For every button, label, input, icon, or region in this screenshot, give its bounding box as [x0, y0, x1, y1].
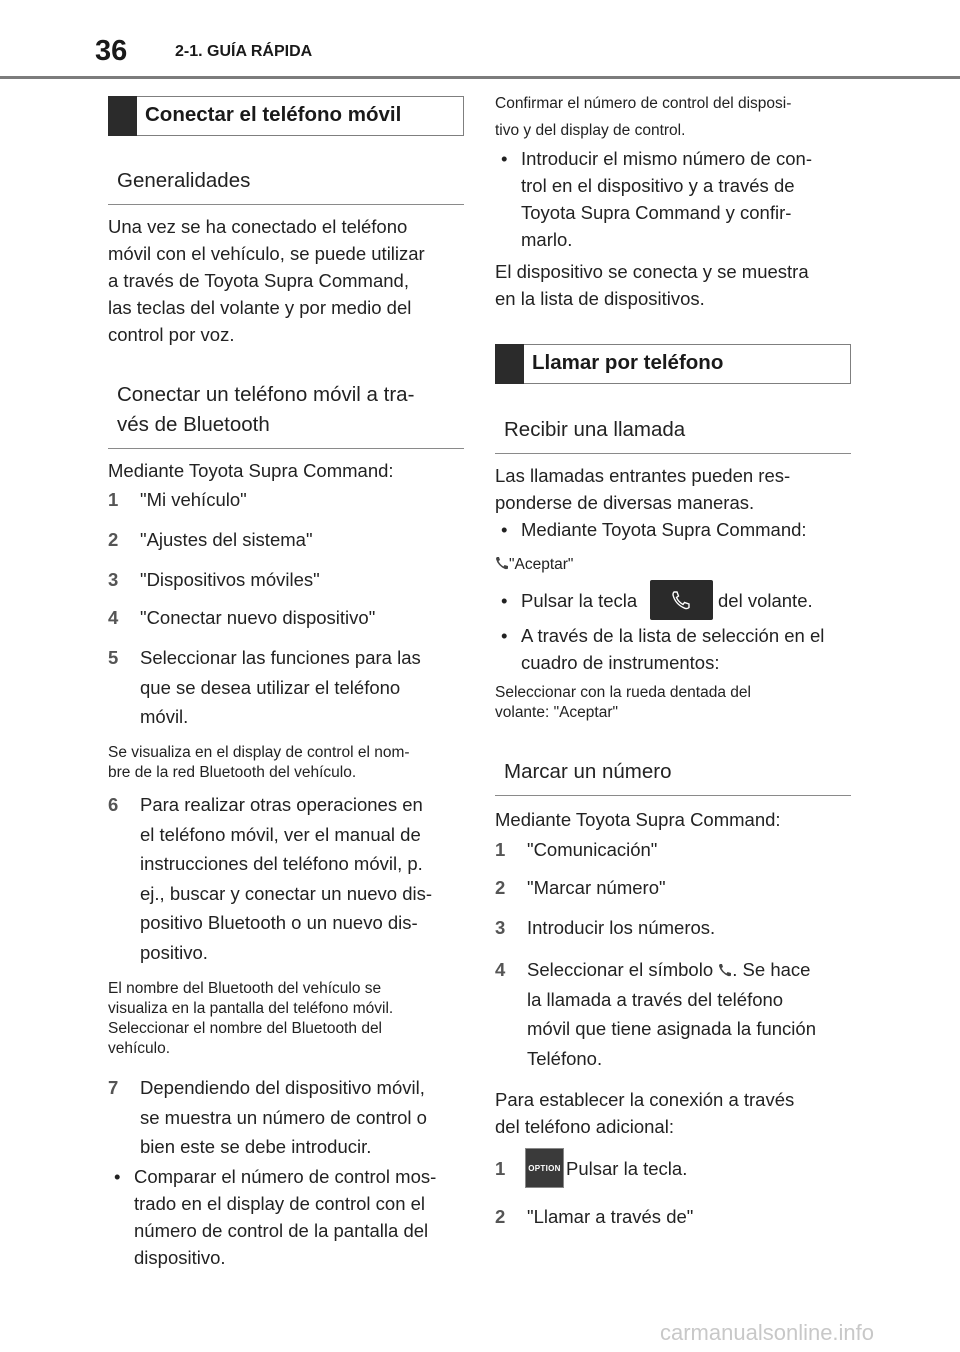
bullet-selection-list: • A través de la lista de selección en el cuadro de instrumentos: — [501, 625, 825, 673]
bullet-press-key: • Pulsar la tecla del volante. — [501, 590, 813, 611]
paragraph-incoming: Las llamadas entrantes pueden res- ponderse de diversas maneras. — [495, 465, 791, 513]
section-box-conectar — [108, 96, 464, 136]
note-bluetooth-name: El nombre del Bluetooth del vehículo se visualiza en la pantalla del teléfono móvil. Seleccionar el nombre del Bluetooth del vehículo. — [108, 980, 394, 1057]
subheading-bluetooth: Conectar un teléfono móvil a tra- vés de Bluetooth — [108, 380, 464, 449]
step-5: 5 Seleccionar las funciones para las que se desea utilizar el teléfono móvil. — [108, 647, 421, 727]
step-6: 6 Para realizar otras operaciones en el teléfono móvil, ver el manual de instrucciones del teléfono móvil, p. ej., buscar y conectar un nuevo dis- positivo Bluetooth o un nuevo dis- positivo. — [108, 794, 433, 963]
paragraph-additional-phone: Para establecer la conexión a través del teléfono adicional: — [495, 1089, 795, 1137]
header-rule — [0, 76, 960, 79]
dial-step-4: 4 Seleccionar el símbolo . Se hace la llamada a través del teléfono móvil que tiene asignada la función Teléfono. — [495, 959, 816, 1069]
bullet-command: • Mediante Toyota Supra Command: — [501, 519, 807, 540]
phone-icon — [671, 590, 691, 610]
subheading-generalidades: Generalidades — [108, 166, 464, 205]
section-marker — [495, 344, 524, 384]
chapter-title: 2-1. GUÍA RÁPIDA — [175, 43, 313, 60]
bullet-introduce: • Introducir el mismo número de con- trol en el dispositivo y a través de Toyota Supra Command y confir- marlo. — [501, 148, 812, 250]
paragraph-intro: Una vez se ha conectado el teléfono móvil con el vehículo, se puede utilizar a través de Toyota Supra Command, las teclas del volante y por medio del control por voz. — [108, 216, 425, 345]
note-network: Se visualiza en el display de control el nom- bre de la red Bluetooth del vehículo. — [108, 744, 410, 781]
intro-command: Mediante Toyota Supra Command: — [108, 460, 394, 481]
subheading-recibir: Recibir una llamada — [495, 415, 851, 454]
section-title: Conectar el teléfono móvil — [145, 103, 402, 126]
section-box-llamar — [495, 344, 851, 384]
phone-icon — [718, 963, 732, 977]
step-7: 7 Dependiendo del dispositivo móvil, se muestra un número de control o bien este se debe introducir. — [108, 1077, 427, 1157]
section-marker — [108, 96, 137, 136]
note-confirm: Confirmar el número de control del disposi- tivo y del display de control. — [495, 95, 792, 139]
paragraph-connected: El dispositivo se conecta y se muestra en la lista de dispositivos. — [495, 261, 809, 309]
note-wheel: Seleccionar con la rueda dentada del volante: "Aceptar" — [495, 684, 751, 721]
option-key: OPTION — [525, 1148, 564, 1188]
section-title: Llamar por teléfono — [532, 351, 724, 374]
footer-watermark: carmanualsonline.info — [660, 1320, 875, 1345]
subheading-marcar: Marcar un número — [495, 757, 851, 796]
intro-command-2: Mediante Toyota Supra Command: — [495, 809, 781, 830]
page-number: 36 — [95, 35, 128, 67]
bullet-compare: • Comparar el número de control mos- trado en el display de control con el número de control de la pantalla del dispositivo. — [114, 1166, 437, 1268]
phone-icon — [495, 556, 509, 570]
steering-phone-key — [650, 580, 713, 620]
accept-line: "Aceptar" — [495, 556, 573, 574]
